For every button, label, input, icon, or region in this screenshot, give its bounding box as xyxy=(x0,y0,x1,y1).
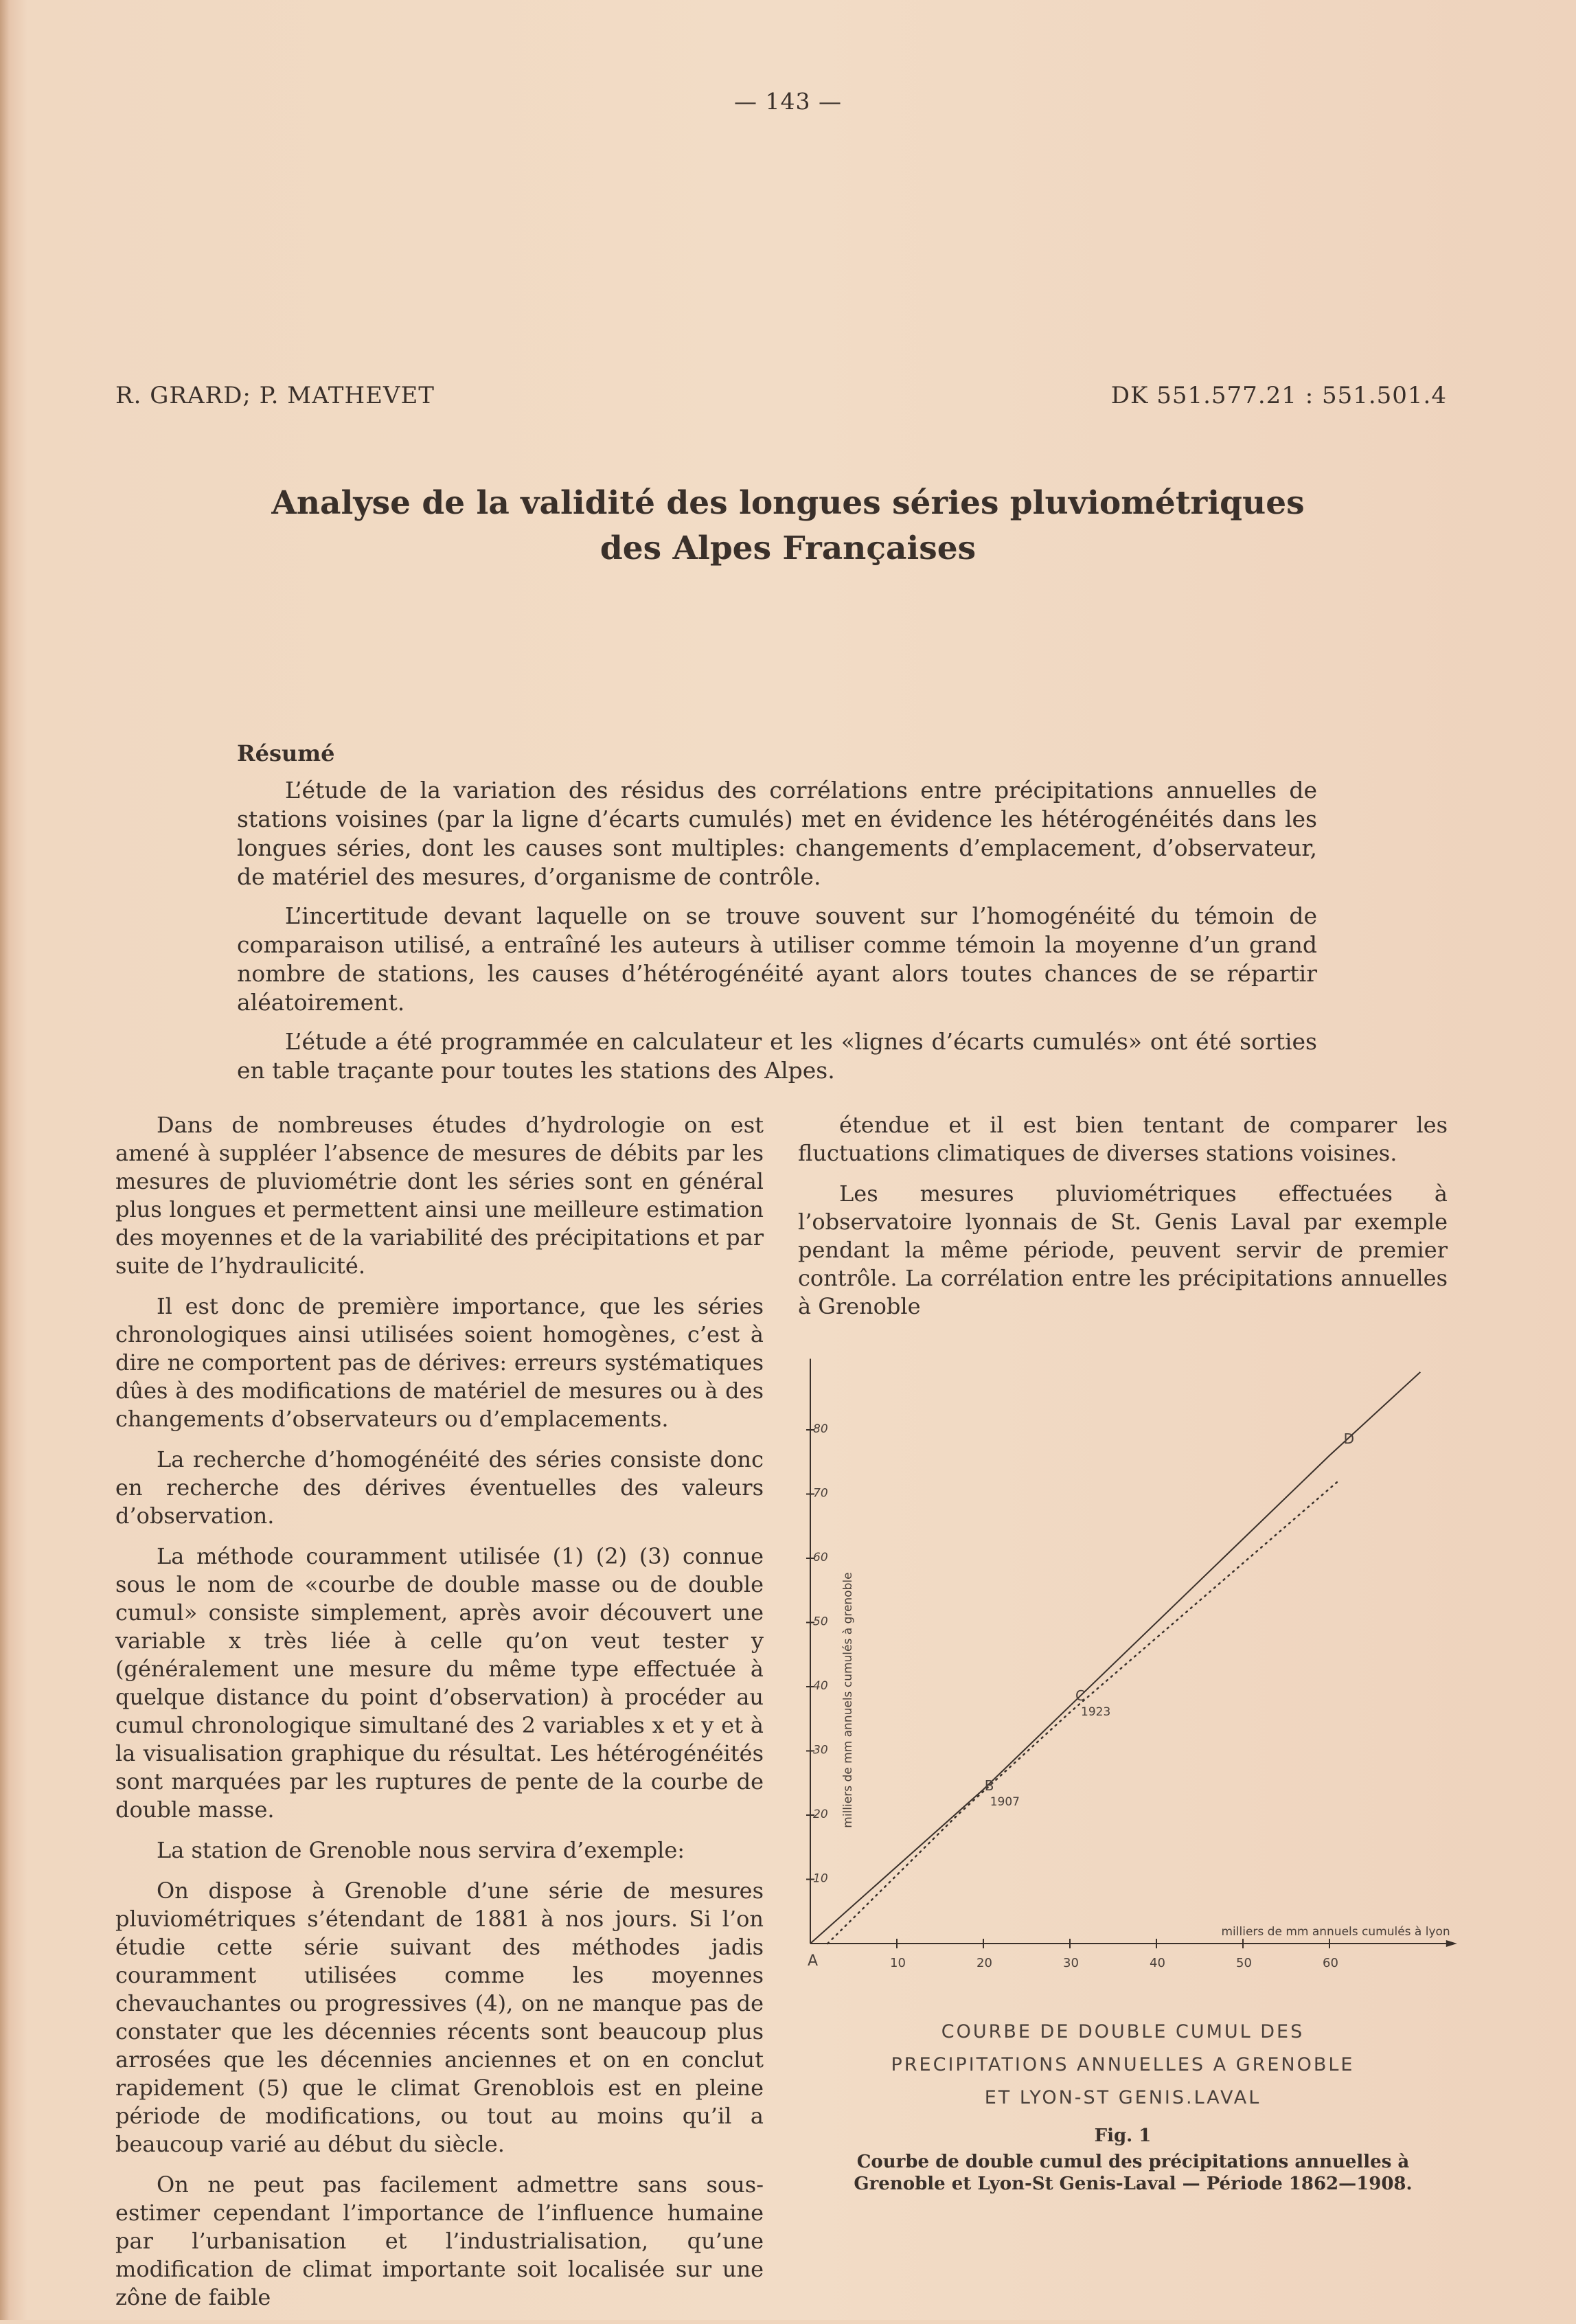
x-tick-label: 20 xyxy=(977,1956,992,1970)
abstract-paragraph: L’étude de la variation des résidus des corrélations entre précipitations annuelles de stations voisines (par la ligne d’écarts cumulés) met en évidence les hétérogénéités dans les longues séries, dont les causes sont multiples: changements d’emplacement, d’observateur, de matériel des mesures, d’organisme de contrôle. xyxy=(237,777,1317,890)
authors: R. GRARD; P. MATHEVET xyxy=(115,382,435,409)
y-tick-label: 40 xyxy=(813,1679,828,1693)
chart-svg xyxy=(798,1298,1457,1971)
figure-caption: Courbe de double cumul des précipitations annuelles à Grenoble et Lyon-St Genis-Laval — Période 1862—1908. xyxy=(854,2152,1413,2194)
y-tick-label: 50 xyxy=(813,1615,828,1629)
title-line-2: des Alpes Françaises xyxy=(599,529,977,567)
y-tick-label: 10 xyxy=(813,1871,828,1886)
chart-caption-line-1: COURBE DE DOUBLE CUMUL DES xyxy=(941,2021,1305,2042)
x-tick-label: 50 xyxy=(1236,1956,1252,1970)
body-paragraph: Dans de nombreuses études d’hydrologie on est amené à suppléer l’absence de mesures de débits par les mesures de pluviométrie dont les séries sont en général plus longues et permettent ainsi une meilleure estimation des moyennes et de la variabilité des précipitations et par suite de l’hydraulicité. xyxy=(115,1112,764,1279)
abstract-paragraph: L’incertitude devant laquelle on se trouve souvent sur l’homogénéité du témoin de comparaison utilisé, a entraîné les auteurs à utiliser comme témoin la moyenne d’un grand nombre de stations, les causes d’hétérogénéité ayant alors toutes chances de se répartir aléatoirement. xyxy=(237,902,1317,1016)
chart-caption-line-3: ET LYON-ST GENIS.LAVAL xyxy=(984,2087,1261,2108)
x-tick-label: 60 xyxy=(1323,1956,1338,1970)
point-label-c: C xyxy=(1075,1687,1085,1705)
point-year-b: 1907 xyxy=(990,1795,1020,1809)
x-axis-label: milliers de mm annuels cumulés à lyon xyxy=(1221,1925,1450,1939)
y-tick-label: 60 xyxy=(813,1551,828,1564)
chart-caption-line-2: PRECIPITATIONS ANNUELLES A GRENOBLE xyxy=(891,2054,1355,2075)
x-tick-label: 40 xyxy=(1150,1956,1165,1970)
y-tick-label: 70 xyxy=(813,1486,828,1501)
body-paragraph: Il est donc de première importance, que les séries chronologiques ainsi utilisées soient homogènes, c’est à dire ne comportent pas de dérives: erreurs systématiques dûes à des modifications de matériel de mesures ou à des changements d’observateurs ou d’emplacements. xyxy=(115,1293,764,1432)
body-paragraph: On ne peut pas facilement admettre sans sous-estimer cependant l’importance de l’influence humaine par l’urbanisation et l’industrialisation, qu’une modification de climat importante soit localisée sur une zône de faible xyxy=(115,2172,764,2310)
origin-label: A xyxy=(808,1952,819,1970)
abstract-heading: Résumé xyxy=(237,740,335,766)
figure-label: Fig. 1 xyxy=(1094,2126,1152,2146)
x-tick-label: 10 xyxy=(890,1956,906,1970)
body-paragraph: On dispose à Grenoble d’une série de mesures pluviométriques s’étendant de 1881 à nos jours. Si l’on étudie cette série suivant des méthodes jadis couramment utilisées comme les moyennes chevauchantes ou progressives (4), on ne manque pas de constater que les décennies récents sont beaucoup plus arrosées que les décennies anciennes et on en conclut rapidement (5) que le climat Grenoblois est en pleine période de modifications, ou tout au moins qu’il a beaucoup varié au début du siècle. xyxy=(115,1878,764,2157)
y-tick-label: 20 xyxy=(813,1808,828,1821)
point-label-b: B xyxy=(984,1777,994,1794)
body-paragraph: La méthode couramment utilisée (1) (2) (3) connue sous le nom de «courbe de double masse ou de double cumul» consiste simplement, après avoir découvert une variable x très liée à celle qu’on veut tester y (généralement une mesure du même type effectuée à quelque distance du point d’observation) à procéder au cumul chronologique simultané des 2 variables x et y et à la visualisation graphique du résultat. Les hétérogénéités sont marquées par les ruptures de pente de la courbe de double masse. xyxy=(115,1543,764,1823)
chart-caption xyxy=(798,2016,1448,2115)
y-tick-label: 80 xyxy=(813,1422,828,1436)
udc-classification: DK 551.577.21 : 551.501.4 xyxy=(1110,382,1447,409)
y-tick-label: 30 xyxy=(813,1743,828,1757)
body-paragraph: La station de Grenoble nous servira d’exemple: xyxy=(157,1837,685,1863)
page-number: — 143 — xyxy=(734,88,842,115)
article-title xyxy=(0,481,1576,571)
title-line-1: Analyse de la validité des longues séries pluviométriques xyxy=(271,484,1305,522)
x-tick-label: 30 xyxy=(1063,1956,1079,1970)
double-mass-chart xyxy=(798,1298,1457,1971)
point-year-c: 1923 xyxy=(1081,1705,1111,1720)
abstract xyxy=(237,776,1317,1095)
y-axis-label: milliers de mm annuels cumulés à grenoble xyxy=(841,1572,855,1828)
body-paragraph: étendue et il est bien tentant de comparer les fluctuations climatiques de diverses stations voisines. xyxy=(798,1112,1448,1166)
abstract-paragraph: L’étude a été programmée en calculateur et les «lignes d’écarts cumulés» ont été sorties en table traçante pour toutes les stations des Alpes. xyxy=(237,1028,1317,1084)
x-axis-arrow xyxy=(1446,1940,1457,1947)
body-paragraph: Les mesures pluviométriques effectuées à l’observatoire lyonnais de St. Genis Laval par exemple pendant la même période, peuvent servir de premier contrôle. La corrélation entre les précipitations annuelles à Grenoble xyxy=(798,1181,1448,1319)
solid-series-line xyxy=(810,1372,1420,1944)
left-column xyxy=(115,1111,764,2324)
point-label-d: D xyxy=(1343,1431,1355,1448)
body-paragraph: La recherche d’homogénéité des séries consiste donc en recherche des dérives éventuelles des valeurs d’observation. xyxy=(115,1446,764,1529)
